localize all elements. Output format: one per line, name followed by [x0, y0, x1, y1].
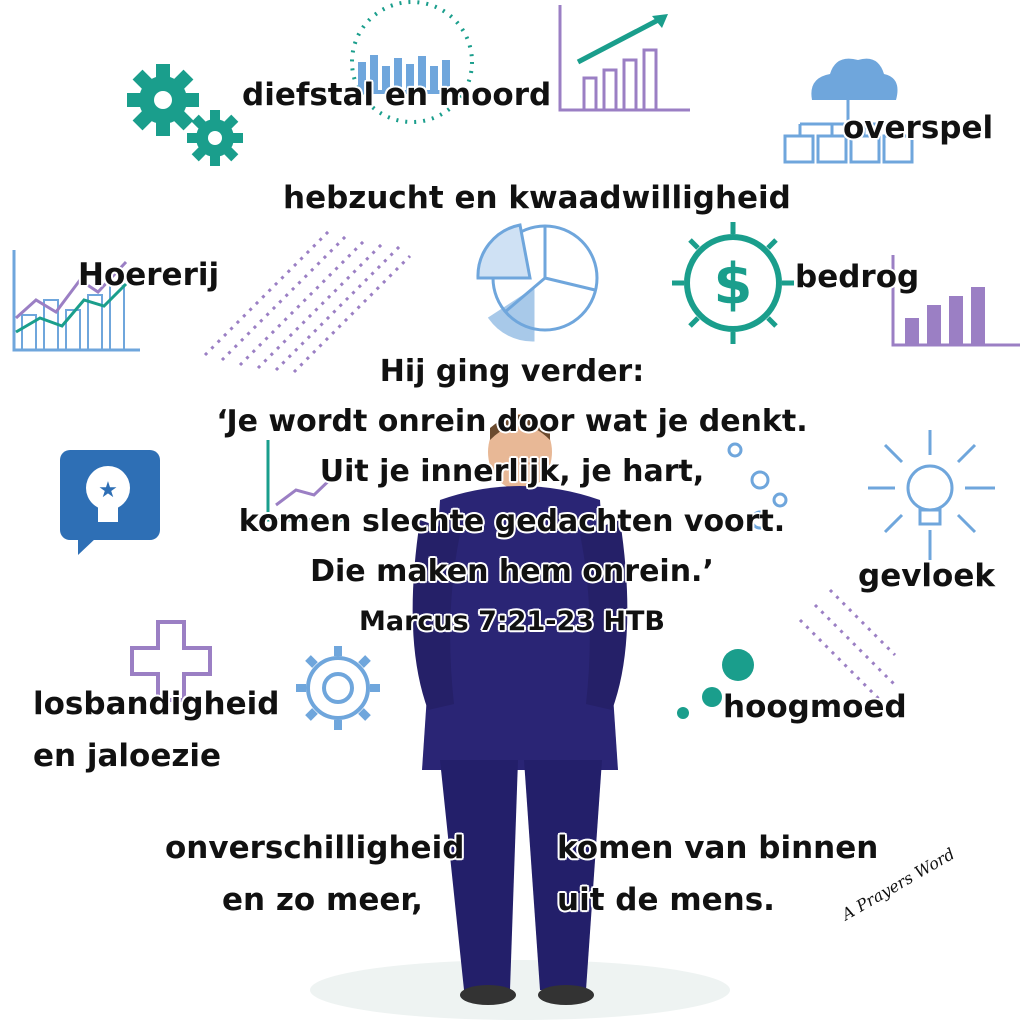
dollar-gear-icon — [672, 222, 794, 344]
floor-shadow — [310, 960, 730, 1020]
svg-text:★: ★ — [98, 478, 118, 503]
pie-chart-icon — [478, 225, 597, 340]
lightbulb-rays-icon — [868, 430, 995, 560]
verse-line-5: Die maken hem onrein.’ — [310, 554, 714, 589]
svg-text:$: $ — [713, 252, 753, 317]
gear-outline-icon — [296, 646, 380, 730]
word-hoererij: Hoererij — [78, 257, 220, 293]
verse-line-4: komen slechte gedachten voort. — [238, 504, 786, 539]
verse-reference: Marcus 7:21-23 HTB — [358, 606, 666, 637]
verse-line-1: Hij ging verder: — [379, 354, 645, 389]
verse-line-3: Uit je innerlijk, je hart, — [319, 454, 705, 489]
word-onverschilligheid: onverschilligheid — [165, 830, 465, 866]
word-uit-mens: uit de mens. — [557, 882, 775, 918]
idea-bubble-icon — [60, 450, 160, 555]
word-diefstal: diefstal en moord — [242, 77, 552, 113]
signature: A Prayers Word — [838, 844, 958, 924]
verse-line-2: ‘Je wordt onrein door wat je denkt. — [216, 404, 808, 439]
word-losbandigheid: losbandigheid — [33, 686, 280, 722]
word-jaloezie: en jaloezie — [33, 738, 222, 774]
word-zo-meer: en zo meer, — [222, 882, 423, 918]
word-overspel: overspel — [843, 110, 994, 146]
gears-icon — [127, 64, 243, 166]
word-komen: komen van binnen — [557, 830, 879, 866]
word-bedrog: bedrog — [795, 259, 920, 295]
word-hoogmoed: hoogmoed — [723, 689, 907, 725]
word-gevloek: gevloek — [858, 558, 995, 594]
word-hebzucht: hebzucht en kwaadwilligheid — [283, 180, 791, 216]
bible-verse — [162, 347, 862, 647]
growth-chart-icon — [560, 5, 690, 110]
